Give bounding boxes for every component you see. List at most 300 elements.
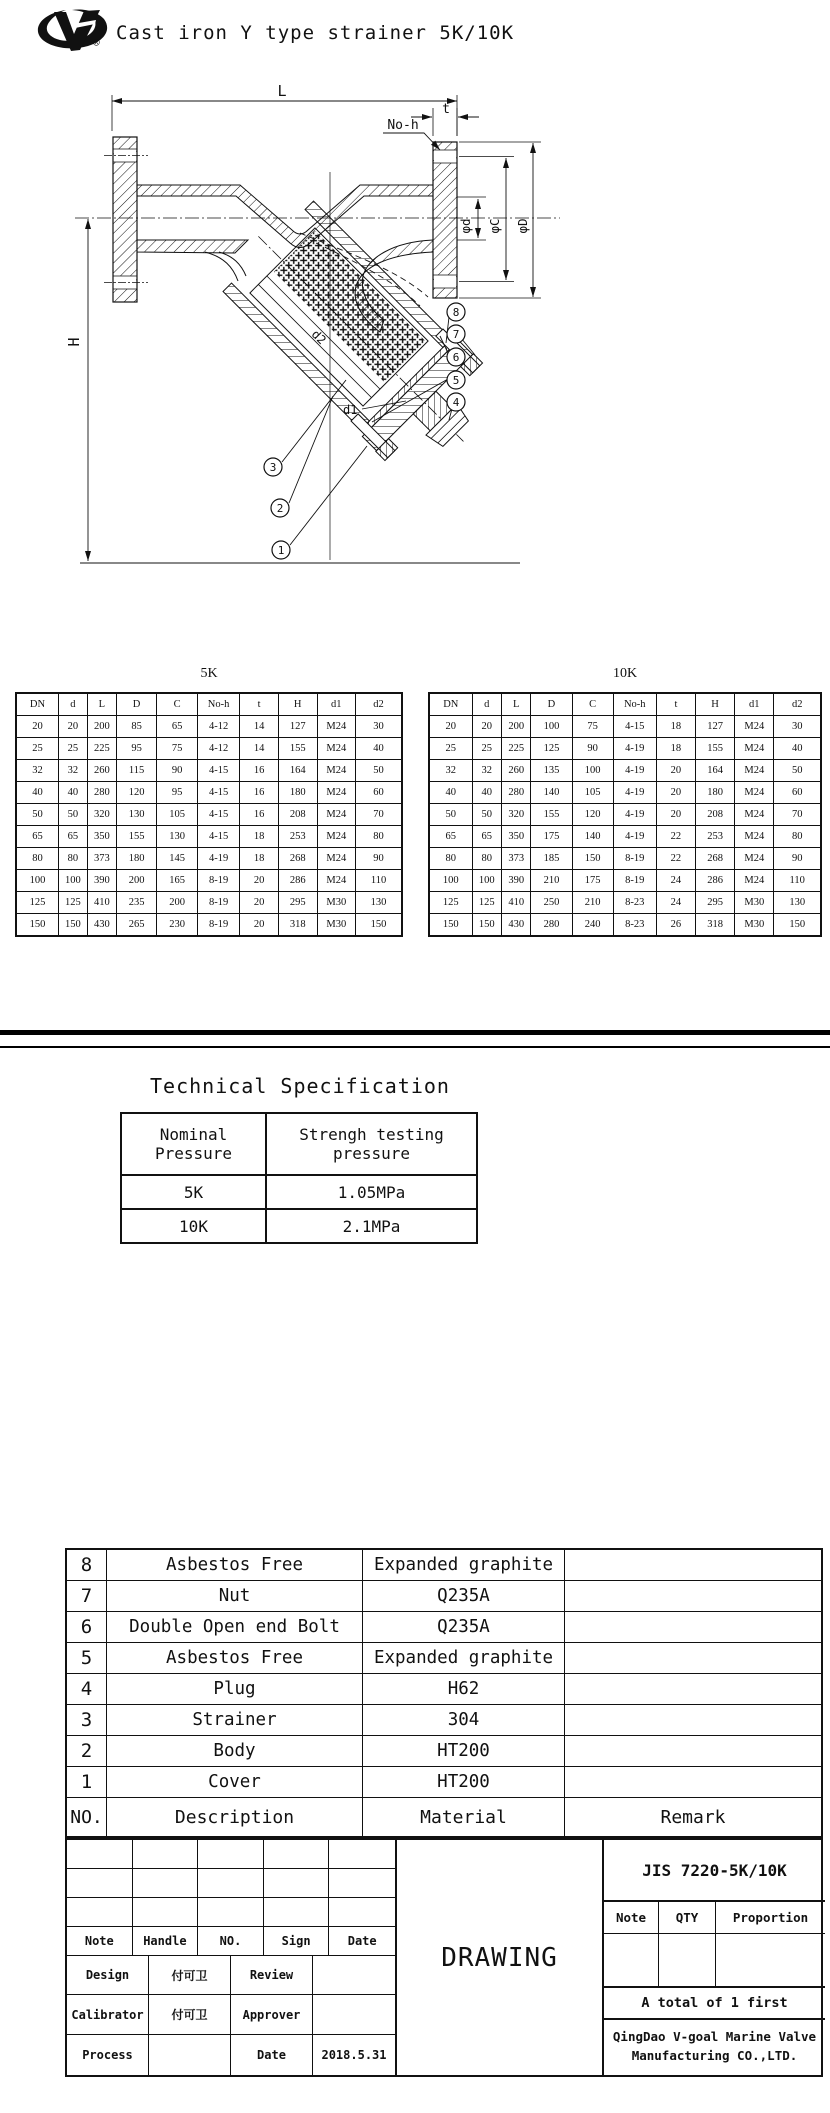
parts-cell xyxy=(565,1581,821,1612)
svg-text:7: 7 xyxy=(452,328,460,341)
size-cell: 75 xyxy=(572,716,613,738)
size-cell: 150 xyxy=(58,914,87,937)
parts-cell: 304 xyxy=(363,1705,565,1736)
size-row xyxy=(16,870,402,892)
size-cell: 50 xyxy=(16,804,58,826)
parts-cell xyxy=(565,1736,821,1767)
size-cell: 320 xyxy=(87,804,116,826)
size-cell: 22 xyxy=(656,826,695,848)
size-cell: M24 xyxy=(735,760,774,782)
size-cell: M24 xyxy=(317,870,356,892)
size-cell: 95 xyxy=(116,738,157,760)
parts-cell: 6 xyxy=(67,1612,107,1643)
size-cell: 22 xyxy=(656,848,695,870)
pipe-bottom-wall-left xyxy=(137,240,248,253)
size-col-header: d2 xyxy=(356,693,402,716)
size-cell: 8-23 xyxy=(613,914,656,937)
approval-empty-cell xyxy=(133,1869,199,1898)
size-row xyxy=(429,870,821,892)
parts-cell: Expanded graphite xyxy=(363,1550,565,1581)
size-row xyxy=(429,892,821,914)
dim-H: H xyxy=(65,337,83,347)
size-cell: 185 xyxy=(531,848,572,870)
size-cell: 155 xyxy=(531,804,572,826)
size-cell: 75 xyxy=(157,738,198,760)
dim-L: L xyxy=(277,82,287,100)
approval-empty-cell xyxy=(198,1898,264,1927)
approval-grid xyxy=(67,1840,397,2075)
size-cell: 20 xyxy=(656,804,695,826)
size-cell: 115 xyxy=(116,760,157,782)
callout-5 xyxy=(447,371,465,389)
size-cell: 90 xyxy=(356,848,402,870)
parts-cell xyxy=(565,1767,821,1798)
standard-block xyxy=(604,1840,825,2075)
spec-cell: 1.05MPa xyxy=(266,1175,477,1209)
size-row xyxy=(429,716,821,738)
size-cell: 50 xyxy=(472,804,501,826)
size-col-header: H xyxy=(696,693,735,716)
size-header-row xyxy=(429,693,821,716)
size-cell: 145 xyxy=(157,848,198,870)
parts-cell: Strainer xyxy=(107,1705,363,1736)
qty-value-note xyxy=(604,1934,659,1986)
size-cell: 125 xyxy=(472,892,501,914)
size-cell: 20 xyxy=(656,782,695,804)
size-cell: 150 xyxy=(16,914,58,937)
size-cell: 120 xyxy=(116,782,157,804)
size-cell: 100 xyxy=(58,870,87,892)
size-row xyxy=(16,826,402,848)
approval-cell: Date xyxy=(231,2035,313,2075)
size-cell: 30 xyxy=(774,716,821,738)
size-cell: 20 xyxy=(240,870,279,892)
size-cell: 4-19 xyxy=(613,760,656,782)
size-cell: 20 xyxy=(240,914,279,937)
size-cell: M24 xyxy=(735,826,774,848)
parts-header-cell: NO. xyxy=(67,1798,107,1836)
approval-cell: 2018.5.31 xyxy=(321,2048,387,2062)
spec-title: Technical Specification xyxy=(150,1074,450,1098)
sheet-total: A total of 1 first xyxy=(604,1986,825,2020)
size-row xyxy=(429,738,821,760)
size-cell: 180 xyxy=(278,782,317,804)
size-cell: 230 xyxy=(157,914,198,937)
size-cell: 24 xyxy=(656,892,695,914)
size-cell: 90 xyxy=(157,760,198,782)
size-col-header: H xyxy=(278,693,317,716)
parts-cell: 4 xyxy=(67,1674,107,1705)
approval-empty-cell xyxy=(67,1898,133,1927)
size-cell: 240 xyxy=(572,914,613,937)
approval-cell xyxy=(149,2035,231,2075)
size-cell: 200 xyxy=(157,892,198,914)
callout-3 xyxy=(264,458,282,476)
size-cell: 100 xyxy=(16,870,58,892)
size-cell: 175 xyxy=(531,826,572,848)
size-cell: 25 xyxy=(429,738,472,760)
size-cell: M30 xyxy=(735,914,774,937)
size-cell: 80 xyxy=(429,848,472,870)
size-cell: 65 xyxy=(157,716,198,738)
parts-cell: Plug xyxy=(107,1674,363,1705)
size-cell: 8-19 xyxy=(613,870,656,892)
parts-cell: HT200 xyxy=(363,1736,565,1767)
size-cell: 150 xyxy=(572,848,613,870)
size-cell: 85 xyxy=(116,716,157,738)
parts-cell: Q235A xyxy=(363,1581,565,1612)
size-cell: 100 xyxy=(572,760,613,782)
size-cell: 155 xyxy=(116,826,157,848)
size-col-header: d1 xyxy=(735,693,774,716)
registered-mark: ® xyxy=(93,36,100,49)
size-cell: 20 xyxy=(240,892,279,914)
size-cell: 4-19 xyxy=(613,826,656,848)
parts-cell: HT200 xyxy=(363,1767,565,1798)
size-row xyxy=(16,804,402,826)
approval-empty-cell xyxy=(329,1898,395,1927)
size-cell: 18 xyxy=(656,738,695,760)
size-cell: 260 xyxy=(87,760,116,782)
callout-4 xyxy=(447,393,465,411)
qty-value-proportion xyxy=(716,1934,825,1986)
approval-header-cell: Note xyxy=(67,1927,133,1956)
size-row xyxy=(429,914,821,937)
size-cell: 127 xyxy=(278,716,317,738)
approval-header-cell: Sign xyxy=(264,1927,330,1956)
approval-cell: Approver xyxy=(231,1995,313,2035)
size-col-header: C xyxy=(572,693,613,716)
size-cell: 130 xyxy=(116,804,157,826)
size-cell: 4-15 xyxy=(197,760,239,782)
size-cell: 80 xyxy=(774,826,821,848)
size-row xyxy=(429,848,821,870)
approval-empty-cell xyxy=(133,1898,199,1927)
size-cell: 140 xyxy=(572,826,613,848)
dim-phi-D: φD xyxy=(515,218,530,234)
svg-text:4: 4 xyxy=(452,396,460,409)
size-cell: 20 xyxy=(429,716,472,738)
size-row xyxy=(429,826,821,848)
size-cell: 4-15 xyxy=(197,826,239,848)
parts-header-cell: Remark xyxy=(660,1806,726,1828)
size-cell: 318 xyxy=(696,914,735,937)
size-cell: 8-19 xyxy=(197,914,239,937)
size-cell: 253 xyxy=(696,826,735,848)
size-cell: 268 xyxy=(696,848,735,870)
size-cell: 268 xyxy=(278,848,317,870)
size-cell: 110 xyxy=(774,870,821,892)
size-cell: 20 xyxy=(472,716,501,738)
drawing-label: DRAWING xyxy=(397,1840,604,2075)
size-cell: 90 xyxy=(774,848,821,870)
size-cell: 225 xyxy=(502,738,531,760)
size-cell: 130 xyxy=(157,826,198,848)
size-cell: M24 xyxy=(735,848,774,870)
size-cell: 140 xyxy=(531,782,572,804)
parts-list xyxy=(65,1548,823,1838)
size-row xyxy=(429,760,821,782)
dim-d2: d2 xyxy=(308,327,329,348)
svg-text:1: 1 xyxy=(277,544,285,557)
spec-table xyxy=(120,1112,478,1244)
size-cell: 14 xyxy=(240,716,279,738)
size-cell: 120 xyxy=(572,804,613,826)
svg-text:5: 5 xyxy=(452,374,460,387)
title-block xyxy=(65,1838,823,2077)
size-cell: M24 xyxy=(317,826,356,848)
size-cell: 200 xyxy=(116,870,157,892)
size-cell: 40 xyxy=(472,782,501,804)
size-cell: 18 xyxy=(656,716,695,738)
spec-cell: 2.1MPa xyxy=(266,1209,477,1243)
approval-empty-cell xyxy=(67,1840,133,1869)
size-row xyxy=(16,914,402,937)
callout-8 xyxy=(447,303,465,321)
size-header-row xyxy=(16,693,402,716)
size-cell: 125 xyxy=(58,892,87,914)
spec-cell: 5K xyxy=(121,1175,266,1209)
size-cell: M24 xyxy=(317,848,356,870)
size-cell: 4-19 xyxy=(613,804,656,826)
company-name: QingDao V-goal Marine Valve Manufacturing CO.,LTD. xyxy=(612,2028,817,2063)
parts-cell: Double Open end Bolt xyxy=(107,1612,363,1643)
callout-6 xyxy=(447,348,465,366)
size-col-header: D xyxy=(531,693,572,716)
size-cell: 165 xyxy=(157,870,198,892)
size-cell: 180 xyxy=(116,848,157,870)
size-cell: 90 xyxy=(572,738,613,760)
size-cell: 20 xyxy=(16,716,58,738)
size-cell: 208 xyxy=(278,804,317,826)
size-col-header: D xyxy=(116,693,157,716)
size-cell: 32 xyxy=(16,760,58,782)
size-cell: 8-19 xyxy=(613,848,656,870)
size-cell: 200 xyxy=(502,716,531,738)
size-cell: 410 xyxy=(87,892,116,914)
size-col-header: C xyxy=(157,693,198,716)
size-row xyxy=(429,804,821,826)
size-cell: 26 xyxy=(656,914,695,937)
size-cell: 8-19 xyxy=(197,892,239,914)
size-cell: 390 xyxy=(87,870,116,892)
size-cell: 180 xyxy=(696,782,735,804)
size-cell: 150 xyxy=(356,914,402,937)
approval-cell: Review xyxy=(231,1956,313,1995)
size-cell: 295 xyxy=(278,892,317,914)
size-cell: 32 xyxy=(472,760,501,782)
parts-cell: 2 xyxy=(67,1736,107,1767)
size-cell: 350 xyxy=(502,826,531,848)
spec-cell: 10K xyxy=(121,1209,266,1243)
size-cell: 286 xyxy=(278,870,317,892)
standard-number: JIS 7220-5K/10K xyxy=(604,1840,825,1902)
size-cell: M24 xyxy=(317,716,356,738)
approval-empty-cell xyxy=(264,1898,330,1927)
size-row xyxy=(16,892,402,914)
size-row xyxy=(16,760,402,782)
size-cell: 100 xyxy=(531,716,572,738)
size-col-header: L xyxy=(87,693,116,716)
parts-cell xyxy=(565,1643,821,1674)
approval-cell xyxy=(313,1995,395,2035)
size-cell: 4-19 xyxy=(197,848,239,870)
size-col-header: t xyxy=(240,693,279,716)
size-cell: 235 xyxy=(116,892,157,914)
approval-cell: Process xyxy=(67,2035,149,2075)
size-cell: 4-19 xyxy=(613,782,656,804)
size-col-header: d xyxy=(58,693,87,716)
size-cell: 25 xyxy=(58,738,87,760)
size-cell: 253 xyxy=(278,826,317,848)
size-cell: 50 xyxy=(58,804,87,826)
size-cell: 100 xyxy=(429,870,472,892)
size-cell: 4-15 xyxy=(613,716,656,738)
size-row xyxy=(16,782,402,804)
size-cell: 16 xyxy=(240,760,279,782)
size-cell: 25 xyxy=(16,738,58,760)
size-col-header: DN xyxy=(429,693,472,716)
size-cell: 125 xyxy=(16,892,58,914)
size-cell: 16 xyxy=(240,782,279,804)
size-cell: 150 xyxy=(472,914,501,937)
size-cell: 100 xyxy=(472,870,501,892)
size-cell: 4-15 xyxy=(197,782,239,804)
size-cell: 25 xyxy=(472,738,501,760)
approval-cell: 付可卫 xyxy=(149,1956,231,1995)
parts-cell: H62 xyxy=(363,1674,565,1705)
size-cell: 40 xyxy=(774,738,821,760)
size-cell: 110 xyxy=(356,870,402,892)
size-cell: 40 xyxy=(58,782,87,804)
size-cell: M24 xyxy=(317,760,356,782)
size-cell: M30 xyxy=(317,914,356,937)
size-cell: 70 xyxy=(774,804,821,826)
parts-cell xyxy=(565,1612,821,1643)
approval-cell: Calibrator xyxy=(67,1995,149,2035)
size-cell: 4-15 xyxy=(197,804,239,826)
size-cell: 175 xyxy=(572,870,613,892)
size-cell: 95 xyxy=(157,782,198,804)
size-cell: 135 xyxy=(531,760,572,782)
size-cell: 105 xyxy=(572,782,613,804)
approval-empty-cell xyxy=(329,1840,395,1869)
size-cell: 60 xyxy=(774,782,821,804)
parts-cell: Cover xyxy=(107,1767,363,1798)
size-cell: 8-23 xyxy=(613,892,656,914)
callout-7 xyxy=(447,325,465,343)
size-cell: 210 xyxy=(572,892,613,914)
parts-cell: Q235A xyxy=(363,1612,565,1643)
size-cell: 20 xyxy=(58,716,87,738)
parts-cell: 5 xyxy=(67,1643,107,1674)
svg-text:3: 3 xyxy=(269,461,277,474)
size-col-header: d1 xyxy=(317,693,356,716)
size-cell: 50 xyxy=(774,760,821,782)
parts-cell: 7 xyxy=(67,1581,107,1612)
section-divider-thick xyxy=(0,1030,830,1035)
size-cell: 164 xyxy=(278,760,317,782)
approval-empty-cell xyxy=(198,1869,264,1898)
dim-phi-d: φd xyxy=(458,218,473,234)
size-cell: 50 xyxy=(429,804,472,826)
svg-text:8: 8 xyxy=(452,306,460,319)
parts-header-cell: Material xyxy=(363,1798,565,1836)
size-cell: 265 xyxy=(116,914,157,937)
size-cell: 225 xyxy=(87,738,116,760)
qty-header-qty: QTY xyxy=(659,1902,716,1934)
size-cell: 373 xyxy=(502,848,531,870)
size-cell: M24 xyxy=(317,782,356,804)
approval-empty-cell xyxy=(67,1869,133,1898)
size-row xyxy=(16,716,402,738)
size-cell: 320 xyxy=(502,804,531,826)
size-cell: 155 xyxy=(696,738,735,760)
section-divider-thin xyxy=(0,1046,830,1048)
size-table-5k xyxy=(15,692,403,937)
parts-cell: Expanded graphite xyxy=(363,1643,565,1674)
parts-cell: 3 xyxy=(67,1705,107,1736)
size-row xyxy=(429,782,821,804)
size-table-10k xyxy=(428,692,822,937)
dim-no-h: No-h xyxy=(387,118,419,133)
size-cell: 8-19 xyxy=(197,870,239,892)
size-col-header: t xyxy=(656,693,695,716)
size-cell: M24 xyxy=(317,738,356,760)
parts-cell xyxy=(565,1705,821,1736)
size-cell: 125 xyxy=(531,738,572,760)
approval-cell: Design xyxy=(67,1956,149,1995)
size-cell: 40 xyxy=(356,738,402,760)
size-row xyxy=(16,848,402,870)
size-cell: 80 xyxy=(356,826,402,848)
size-col-header: No-h xyxy=(197,693,239,716)
size-cell: 65 xyxy=(16,826,58,848)
parts-cell xyxy=(565,1674,821,1705)
approval-header-cell: Handle xyxy=(133,1927,199,1956)
approval-empty-cell xyxy=(329,1869,395,1898)
size-cell: 32 xyxy=(429,760,472,782)
size-cell: 286 xyxy=(696,870,735,892)
size-cell: 4-12 xyxy=(197,716,239,738)
page-title: Cast iron Y type strainer 5K/10K xyxy=(116,22,515,44)
size-cell: 150 xyxy=(774,914,821,937)
size-cell: 373 xyxy=(87,848,116,870)
size-cell: 250 xyxy=(531,892,572,914)
approval-cell: 付可卫 xyxy=(149,1995,231,2035)
parts-header-cell: Description xyxy=(107,1798,363,1836)
size-cell: M24 xyxy=(735,782,774,804)
size-cell: 430 xyxy=(502,914,531,937)
size-cell: 80 xyxy=(16,848,58,870)
dim-phi-C: φC xyxy=(487,218,502,234)
size-cell: 280 xyxy=(502,782,531,804)
size-cell: 150 xyxy=(429,914,472,937)
approval-cell xyxy=(313,1956,395,1995)
dim-t: t xyxy=(442,102,450,117)
size-cell: 350 xyxy=(87,826,116,848)
size-cell: 32 xyxy=(58,760,87,782)
size-cell: M30 xyxy=(317,892,356,914)
table-5k-title: 5K xyxy=(200,666,218,681)
parts-cell: Body xyxy=(107,1736,363,1767)
svg-text:2: 2 xyxy=(276,502,284,515)
parts-cell xyxy=(565,1550,821,1581)
size-cell: 50 xyxy=(356,760,402,782)
size-cell: 18 xyxy=(240,848,279,870)
parts-cell: Asbestos Free xyxy=(107,1643,363,1674)
qty-value-qty xyxy=(659,1934,716,1986)
